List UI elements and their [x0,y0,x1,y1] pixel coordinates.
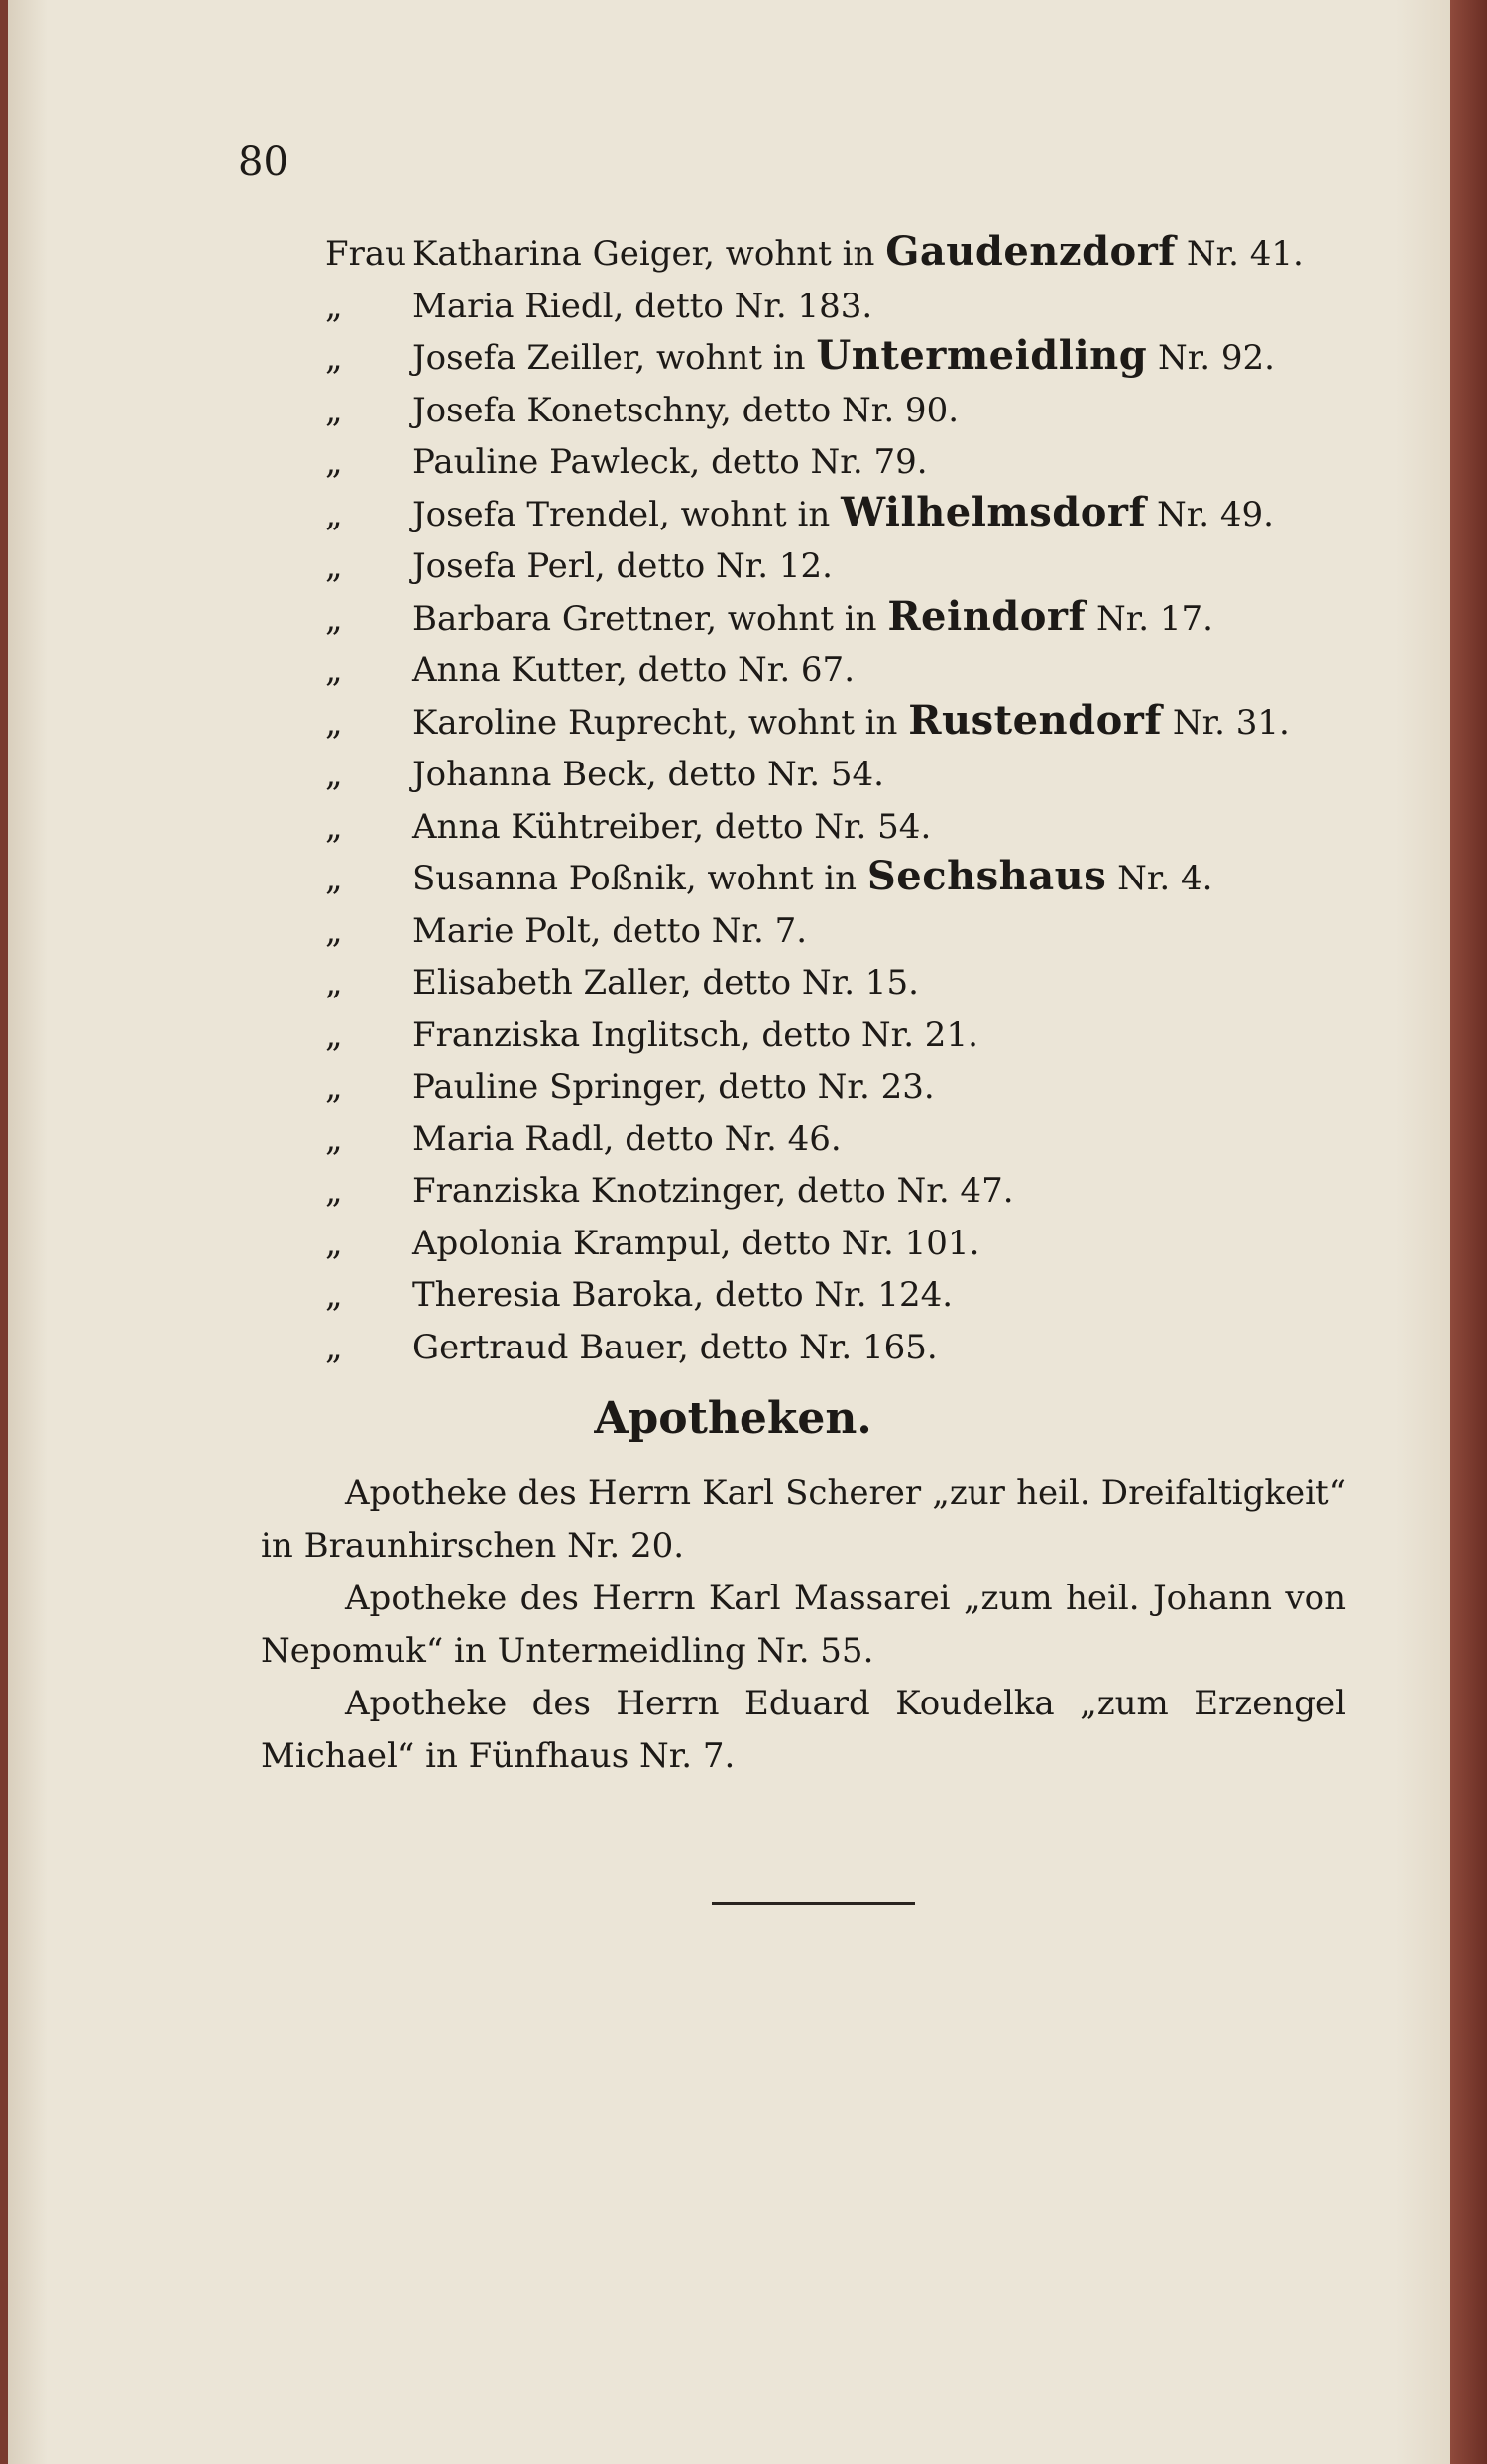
entry-name: Karoline Ruprecht, wohnt in [412,702,909,743]
entry-prefix: „ [325,859,343,898]
list-item [325,1267,1366,1320]
entry-name: Josefa Perl, detto Nr. 12. [412,546,833,586]
entry-prefix: „ [325,806,343,847]
list-item [325,851,1366,903]
list-item [325,383,1366,435]
pharmacy-paragraph: Apotheke des Herrn Karl Massarei „zum heil. Johann von Nepomuk“ in Untermeidling Nr. 55. [261,1579,1346,1671]
entry-prefix: Frau [325,234,407,274]
entry-name: Gertraud Bauer, detto Nr. 165. [412,1327,938,1367]
entry-name: Pauline Pawleck, detto Nr. 79. [412,442,928,482]
entry-name: Josefa Trendel, wohnt in [412,494,842,534]
list-item [325,1112,1366,1164]
entry-prefix: „ [325,598,343,639]
entry-prefix: „ [325,1275,343,1315]
book-page [8,0,1450,2464]
list-item [325,903,1366,956]
entry-prefix: „ [325,286,343,326]
pharmacy-paragraph: Apotheke des Herrn Karl Scherer „zur heil. Dreifaltigkeit“ in Braunhirschen Nr. 20. [261,1473,1346,1566]
entry-prefix: „ [325,910,343,951]
list-item [325,434,1366,487]
list-item [325,747,1366,799]
entry-name: Marie Polt, detto Nr. 7. [412,910,808,951]
list-item [325,487,1366,539]
entry-place: Wilhelmsdorf [841,488,1147,535]
list-item [325,591,1366,644]
list-item [325,279,1366,331]
entry-name: Anna Kutter, detto Nr. 67. [412,650,856,690]
section-heading: Apotheken. [594,1393,872,1444]
entry-name: Maria Radl, detto Nr. 46. [412,1118,842,1159]
list-item [325,1216,1366,1268]
entry-number: Nr. 41. [1176,234,1304,274]
list-item [325,643,1366,695]
entry-prefix: „ [325,650,343,690]
list-item [325,695,1366,748]
entry-prefix: „ [325,442,343,482]
entry-name: Anna Kühtreiber, detto Nr. 54. [412,806,932,847]
entry-prefix: „ [325,702,343,743]
midwife-list [325,226,1366,1371]
entry-prefix: „ [325,1327,343,1367]
entry-name: Josefa Konetschny, detto Nr. 90. [412,390,960,430]
entry-name: Maria Riedl, detto Nr. 183. [412,286,873,326]
pharmacy-paragraph: Apotheke des Herrn Eduard Koudelka „zum Erzengel Michael“ in Fünfhaus Nr. 7. [261,1684,1346,1776]
list-item [325,799,1366,852]
entry-name: Barbara Grettner, wohnt in [412,598,888,639]
list-item [325,226,1366,279]
entry-prefix: „ [325,494,343,534]
entry-prefix: „ [325,1118,343,1159]
entry-name: Theresia Baroka, detto Nr. 124. [412,1275,954,1315]
list-item [325,330,1366,383]
entry-prefix: „ [325,1067,343,1107]
entry-prefix: „ [325,1223,343,1263]
entry-name: Josefa Zeiller, wohnt in [412,338,817,378]
list-item [325,955,1366,1007]
entry-number: Nr. 31. [1162,702,1290,743]
list-item [325,1320,1366,1372]
list-item [325,1059,1366,1112]
entry-name: Katharina Geiger, wohnt in [412,234,886,274]
entry-name: Johanna Beck, detto Nr. 54. [412,755,884,794]
entry-prefix: „ [325,546,343,586]
entry-place: Reindorf [887,592,1087,640]
end-rule [712,1902,915,1905]
entry-prefix: „ [325,390,343,430]
entry-prefix: „ [325,963,343,1002]
entry-number: Nr. 17. [1086,598,1213,639]
entry-place: Rustendorf [908,696,1163,744]
entry-number: Nr. 49. [1146,494,1274,534]
list-item [325,1163,1366,1216]
entry-name: Franziska Inglitsch, detto Nr. 21. [412,1014,978,1055]
entry-place: Gaudenzdorf [885,228,1177,275]
entry-name: Franziska Knotzinger, detto Nr. 47. [412,1171,1014,1211]
entry-name: Susanna Poßnik, wohnt in [412,859,867,898]
entry-name: Elisabeth Zaller, detto Nr. 15. [412,963,919,1002]
entry-place: Sechshaus [866,853,1107,899]
entry-name: Apolonia Krampul, detto Nr. 101. [412,1223,980,1263]
entry-prefix: „ [325,338,343,378]
entry-prefix: „ [325,755,343,794]
entry-place: Untermeidling [816,332,1148,379]
entry-prefix: „ [325,1171,343,1211]
book-edge [1450,0,1487,2464]
entry-number: Nr. 92. [1147,338,1275,378]
list-item [325,1007,1366,1060]
entry-prefix: „ [325,1014,343,1055]
entry-name: Pauline Springer, detto Nr. 23. [412,1067,935,1107]
page-number: 80 [238,139,288,184]
list-item [325,538,1366,591]
entry-number: Nr. 4. [1106,859,1213,898]
